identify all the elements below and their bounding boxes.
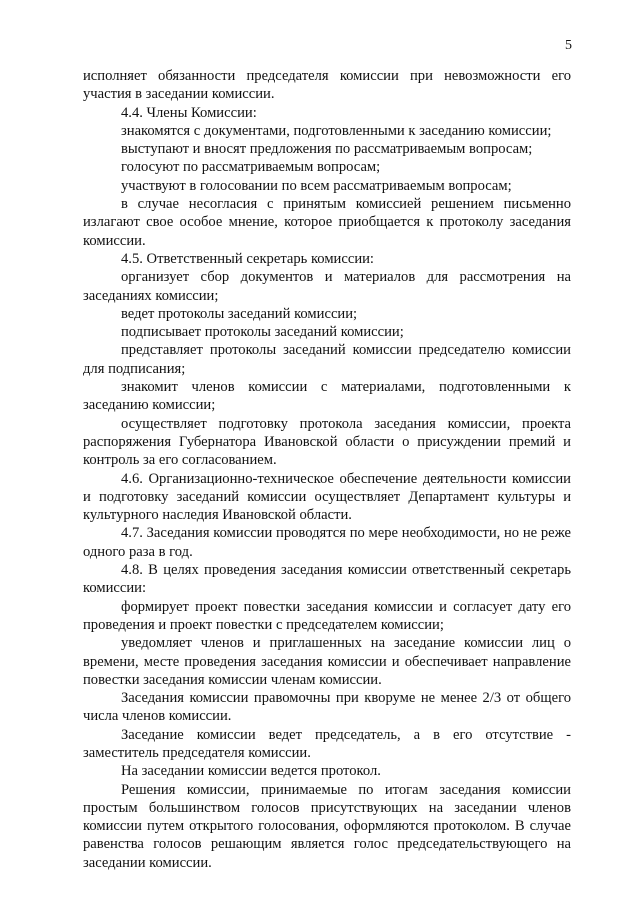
list-item: в случае несогласия с принятым комиссией решением письменно излагают свое особое мнение, которое приобщается к протоколу заседания комиссии. [83, 196, 571, 249]
section-4-4-heading: 4.4. Члены Комиссии: [121, 104, 257, 121]
list-item: представляет протоколы заседаний комиссии председателю комиссии для подписания; [83, 342, 571, 377]
paragraph: Заседания комиссии правомочны при кворуме не менее 2/3 от общего числа членов комиссии. [83, 690, 571, 725]
list-item: знакомятся с документами, подготовленными к заседанию комиссии; [121, 122, 552, 139]
section-4-6-paragraph: 4.6. Организационно-техническое обеспечение деятельности комиссии и подготовку заседаний комиссии осуществляет Департамент культуры и культурного наследия Ивановской области. [83, 470, 571, 524]
section-4-7-paragraph: 4.7. Заседания комиссии проводятся по мере необходимости, но не реже одного раза в год. [83, 525, 571, 560]
list-item: выступают и вносят предложения по рассматриваемым вопросам; [121, 141, 533, 158]
page-number: 5 [565, 38, 572, 53]
list-item: участвуют в голосовании по всем рассматриваемым вопросам; [121, 177, 512, 194]
list-item: голосуют по рассматриваемым вопросам; [121, 159, 381, 176]
list-item: ведет протоколы заседаний комиссии; [121, 305, 358, 322]
section-4-8-heading: 4.8. В целях проведения заседания комиссии ответственный секретарь комиссии: [83, 562, 571, 597]
list-item: осуществляет подготовку протокола заседания комиссии, проекта распоряжения Губернатора Ивановской области о присуждении премий и контроль за его согласованием. [83, 415, 571, 469]
list-item: уведомляет членов и приглашенных на заседание комиссии лиц о времени, месте проведения заседания комиссии и обеспечивает направление повестки заседания комиссии членам комиссии. [83, 635, 571, 688]
paragraph-continuation: исполняет обязанности председателя комиссии при невозможности его участия в заседании комиссии. [83, 68, 571, 103]
list-item: формирует проект повестки заседания комиссии и согласует дату его проведения и проект повестки с председателем комиссии; [83, 598, 571, 633]
list-item: организует сбор документов и материалов для рассмотрения на заседаниях комиссии; [83, 269, 571, 304]
paragraph: Решения комиссии, принимаемые по итогам заседания комиссии простым большинством голосов присутствующих на заседании членов комиссии путем открытого голосования, оформляются протоколом. В случае равенства голосов решающим является голос председательствующего на заседании комиссии. [83, 781, 571, 871]
section-4-5-heading: 4.5. Ответственный секретарь комиссии: [121, 250, 374, 267]
list-item: знакомит членов комиссии с материалами, подготовленными к заседанию комиссии; [83, 379, 571, 414]
paragraph: Заседание комиссии ведет председатель, а в его отсутствие - заместитель председателя комиссии. [83, 726, 571, 761]
list-item: подписывает протоколы заседаний комиссии; [121, 324, 404, 341]
paragraph: На заседании комиссии ведется протокол. [121, 763, 381, 780]
document-body [83, 67, 571, 872]
